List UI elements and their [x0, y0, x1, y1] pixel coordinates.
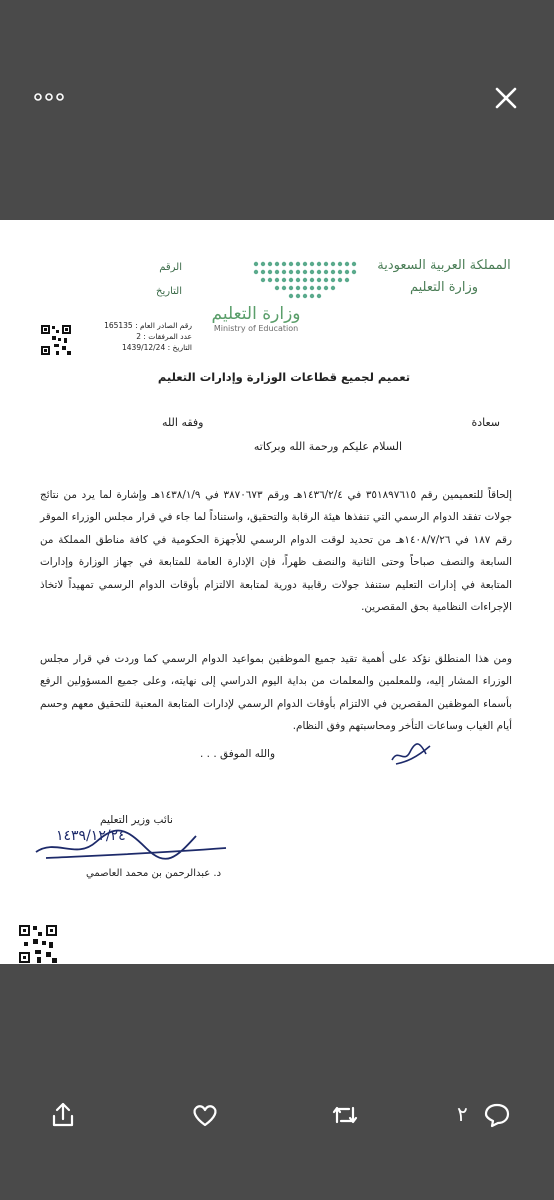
document-meta — [82, 320, 192, 353]
reply-icon — [482, 1100, 512, 1130]
signer-name: د. عبدالرحمن بن محمد العاصمي — [86, 868, 222, 879]
kingdom-name: المملكة العربية السعودية — [377, 258, 511, 273]
meta-date: التاريخ : 1439/12/24 — [122, 343, 192, 352]
meta-issue-number: رقم الصادر العام : 165135 — [104, 321, 192, 330]
document-header-left — [112, 256, 182, 304]
logo-arabic-name: وزارة التعليم — [211, 304, 301, 324]
meta-attachments: عدد المرفقات : 2 — [136, 332, 192, 341]
share-button[interactable] — [44, 1096, 84, 1136]
retweet-button[interactable] — [326, 1096, 366, 1136]
paragraph-2: ومن هذا المنطلق نؤكد على أهمية تقيد جميع الموظفين بمواعيد الدوام الرسمي كما وردت في قرار مجلس الوزراء المشار إليه، وللمعلمين والمعلمات من بداية اليوم الدراسي إلى نهايته، وعلى جميع المسؤولين الرفع بأسماء الموظفين المقصرين في الالتزام بأوقات الدوام الرسمي لإدارات المتابعة المعنية للتحقيق معهم وحسم أيام الغياب وساعات التأخر ومحاسبتهم وفق النظام. — [40, 653, 512, 733]
initials-signature-icon — [386, 734, 436, 768]
greeting-title: سعادة — [471, 416, 500, 429]
reply-button[interactable] — [478, 1096, 518, 1136]
viewer-top-bar — [0, 0, 554, 218]
greeting-blessing: وفقه الله — [162, 416, 204, 429]
salutation: السلام عليكم ورحمة الله وبركاته — [253, 440, 402, 453]
more-icon — [34, 92, 64, 102]
closing-line: والله الموفق . . . — [200, 748, 276, 760]
tweet-actions — [0, 1096, 554, 1136]
heart-icon — [190, 1100, 220, 1130]
close-button[interactable] — [492, 84, 520, 112]
date-label: التاريخ — [156, 286, 182, 297]
logo-english-name: Ministry of Education — [213, 324, 299, 333]
paragraph-1: إلحاقاً للتعميمين رقم ٣٥١٨٩٧٦١٥ في ١٤٣٦/٢/٤هـ ورقم ٣٨٧٠٦٧٣ في ١٤٣٨/١/٩هـ وإشارة لما يرد من نتائج جولات تفقد الدوام الرسمي التي تنفذها هيئة الرقابة والتحقيق، واستناداً لما جاء في قرار مجلس الوزراء الموقر رقم ١٨٧ في ١٤٠٨/٧/٢٦هـ من تحديد لوقت الدوام الرسمي للأجهزة الحكومية في كافة مناطق المملكة من السابعة والنصف صباحاً وحتى الثانية والنصف ظهراً، فإن الإدارة العامة للمتابعة في جهاز الوزارة وإدارات المتابعة في إدارات التعليم ستنفذ جولات رقابية دورية لمتابعة الالتزام بأوقات الدوام الرسمي تمهيداً لاتخاذ الإجراءات النظامية بحق المقصرين. — [40, 489, 513, 614]
share-icon — [48, 1100, 78, 1130]
close-icon — [492, 84, 520, 112]
reply-count: ٢ — [457, 1102, 468, 1126]
ministry-name: وزارة التعليم — [409, 280, 479, 295]
signature-date: ١٤٣٩/١٢/٢٤ — [56, 828, 126, 844]
qr-code-icon — [40, 324, 72, 356]
signature-icon — [26, 818, 236, 868]
qr-code-bottom-icon — [18, 924, 58, 964]
more-options-button[interactable] — [34, 88, 64, 104]
like-button[interactable] — [186, 1096, 226, 1136]
document-subject: تعميم لجميع قطاعات الوزارة وإدارات التعليم — [157, 370, 411, 384]
retweet-icon — [330, 1100, 360, 1130]
signer-title: نائب وزير التعليم — [100, 814, 173, 826]
viewer-bottom-bar — [0, 964, 554, 1200]
document-image — [0, 220, 554, 964]
number-label: الرقم — [159, 262, 182, 273]
document-header-right — [364, 255, 524, 299]
